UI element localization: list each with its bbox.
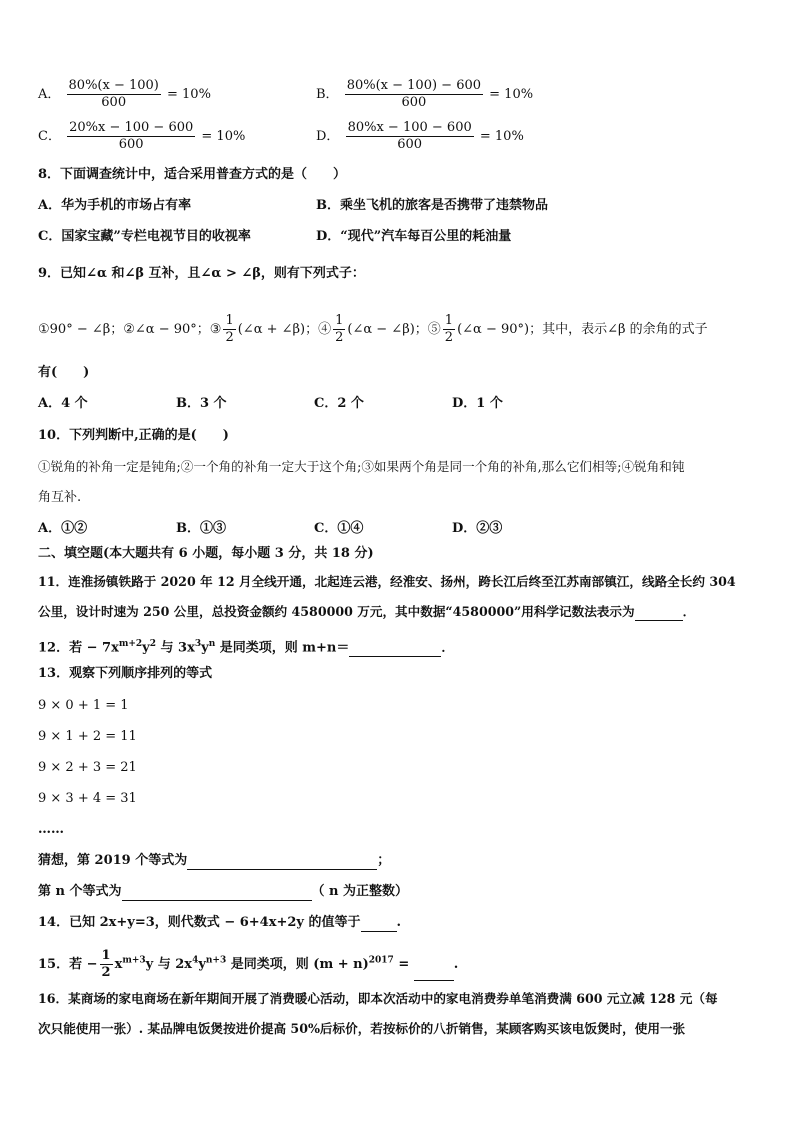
q15-text: = — [393, 957, 414, 972]
denominator: 600 — [101, 95, 127, 110]
exponent: 2017 — [368, 955, 394, 966]
q13-semicolon: ； — [377, 853, 391, 868]
q8-option-c[interactable]: C．国家宝藏”专栏电视节目的收视率 — [38, 229, 251, 244]
q10-option-d[interactable]: D．②③ — [452, 521, 503, 536]
q12-answer-blank[interactable] — [349, 642, 441, 657]
q12-text: 是同类项，则 m+n＝ — [215, 640, 350, 656]
q13-nth-text: 第 n 个等式为 — [38, 884, 122, 899]
q7-a-fraction — [67, 78, 161, 111]
q15-text: 15．若 − — [38, 957, 98, 972]
denominator: 2 — [225, 330, 234, 345]
exponent: 2 — [149, 639, 156, 649]
q8-option-d[interactable]: D．“现代”汽车每百公里的耗油量 — [316, 229, 512, 244]
q11-end: ． — [682, 604, 696, 619]
q10-line-1: ①锐角的补角一定是钝角;②一个角的补角一定大于这个角;③如果两个角是同一个角的补角,那么它们相等;④锐角和钝 — [38, 459, 685, 474]
q7-c-fraction — [67, 120, 195, 153]
numerator: 1 — [335, 313, 344, 328]
q13-equation-4: 9 × 3 + 4 = 31 — [38, 791, 137, 806]
q13-ellipsis: …… — [38, 822, 64, 837]
exponent: m+2 — [118, 639, 143, 649]
exponent: m+3 — [122, 955, 146, 966]
equation-rhs: = 10% — [489, 87, 534, 102]
option-label: B． — [316, 87, 339, 102]
half-fraction — [443, 313, 455, 346]
q9-option-d[interactable]: D．1 个 — [452, 396, 503, 411]
q11-answer-blank[interactable] — [635, 606, 683, 621]
q11-text: 公里，设计时速为 250 公里，总投资金额约 4580000 万元，其中数据“4580000”用科学记数法表示为 — [38, 604, 635, 619]
q13-nth-blank[interactable] — [122, 886, 312, 901]
q14-text: 14．已知 2x+y=3，则代数式 − 6+4x+2y 的值等于 — [38, 915, 361, 930]
denominator: 2 — [335, 330, 344, 345]
q12-text: y — [142, 640, 150, 656]
q13-nth-line — [38, 883, 408, 901]
q11-line-1: 11．连淮扬镇铁路于 2020 年 12 月全线开通，北起连云港，经淮安、扬州，跨长江后终至江苏南部镇江，线路全长约 304 — [38, 574, 736, 589]
q10-line-2: 角互补. — [38, 490, 82, 505]
numerator: 1 — [444, 313, 454, 328]
q15-text: y — [198, 957, 206, 972]
q7-option-b[interactable] — [316, 78, 533, 111]
equation-rhs: = 10% — [167, 87, 211, 102]
numerator: 80%(x − 100) — [68, 78, 159, 93]
numerator: 1 — [225, 313, 234, 328]
q15-line — [38, 948, 458, 981]
q9-option-c[interactable]: C．2 个 — [314, 396, 364, 411]
exponent: 4 — [192, 955, 199, 966]
q16-line-1: 16．某商场的家电商场在新年期间开展了消费暖心活动，即本次活动中的家电消费券单笔消费满 600 元立减 128 元（每 — [38, 991, 718, 1006]
exponent: n — [208, 639, 216, 649]
equation-rhs: = 10% — [479, 129, 524, 144]
q7-d-fraction — [346, 120, 474, 153]
numerator: 20%x − 100 − 600 — [69, 120, 194, 135]
q14-end: . — [396, 915, 402, 930]
q13-guess-blank[interactable] — [187, 855, 377, 870]
q16-line-2: 次只能使用一张）. 某品牌电饭煲按进价提高 50%后标价，若按标价的八折销售，某顾客购买该电饭煲时，使用一张 — [38, 1021, 686, 1036]
q13-equation-1: 9 × 0 + 1 = 1 — [38, 698, 129, 713]
option-label: D． — [316, 129, 340, 144]
denominator: 2 — [101, 965, 111, 980]
q11-line-2 — [38, 603, 695, 621]
q12-end: ． — [441, 640, 455, 656]
q13-guess-text: 猜想，第 2019 个等式为 — [38, 853, 188, 868]
q15-text: x — [114, 957, 123, 972]
numerator: 80%(x − 100) − 600 — [346, 78, 482, 93]
q7-b-fraction — [345, 78, 483, 111]
exponent: n+3 — [205, 955, 227, 966]
q12-text: 与 3x — [156, 640, 195, 656]
q9-expr-1-2: ①90° − ∠β；②∠α − 90°；③ — [38, 322, 222, 337]
q15-text: y 与 2x — [145, 957, 193, 972]
denominator: 600 — [397, 137, 423, 152]
half-fraction — [223, 313, 235, 346]
q9-expr-4: (∠α − ∠β)；⑤ — [347, 322, 441, 337]
q15-fraction — [100, 948, 113, 981]
exponent: 3 — [194, 639, 202, 649]
q9-option-b[interactable]: B．3 个 — [176, 396, 227, 411]
option-label: A． — [38, 87, 61, 102]
denominator: 600 — [401, 95, 427, 110]
q15-text: 是同类项，则 (m + n) — [226, 957, 369, 972]
numerator: 1 — [101, 948, 111, 963]
denominator: 600 — [118, 137, 144, 152]
numerator: 80%x − 100 − 600 — [347, 120, 472, 135]
option-label: C． — [38, 129, 61, 144]
q10-option-a[interactable]: A．①② — [38, 521, 88, 536]
q7-option-a[interactable] — [38, 78, 211, 111]
q10-option-b[interactable]: B．①③ — [176, 521, 226, 536]
q8-stem: 8．下面调查统计中，适合采用普查方式的是（ ） — [38, 167, 347, 182]
q14-line — [38, 914, 401, 932]
q13-equation-2: 9 × 1 + 2 = 11 — [38, 729, 137, 744]
q8-option-a[interactable]: A．华为手机的市场占有率 — [38, 198, 192, 213]
q15-end: . — [453, 957, 459, 972]
q10-option-c[interactable]: C．①④ — [314, 521, 364, 536]
denominator: 2 — [444, 330, 454, 345]
q9-expr-3: (∠α + ∠β)；④ — [237, 322, 332, 337]
q8-option-b[interactable]: B．乘坐飞机的旅客是否携带了违禁物品 — [316, 198, 548, 213]
q7-option-c[interactable] — [38, 120, 245, 153]
q9-option-a[interactable]: A．4 个 — [38, 396, 88, 411]
q13-note: （ n 为正整数） — [311, 884, 409, 899]
q9-stem: 9．已知∠α 和∠β 互补，且∠α > ∠β，则有下列式子： — [38, 266, 365, 281]
q10-stem: 10．下列判断中,正确的是( ) — [38, 428, 229, 443]
equation-rhs: = 10% — [201, 129, 246, 144]
q9-expr-5: (∠α − 90°)；其中，表示∠β 的余角的式子 — [457, 322, 708, 337]
q13-equation-3: 9 × 2 + 3 = 21 — [38, 760, 137, 775]
q13-stem: 13．观察下列顺序排列的等式 — [38, 666, 213, 681]
q9-tail: 有( ) — [38, 365, 90, 380]
q13-guess-line — [38, 852, 390, 870]
q14-answer-blank[interactable] — [361, 917, 397, 932]
half-fraction — [333, 313, 345, 346]
q12-line — [38, 635, 454, 657]
q12-text: 12．若 − 7x — [38, 640, 119, 656]
q12-text: y — [201, 640, 209, 656]
q15-answer-blank[interactable] — [414, 966, 454, 981]
section-heading-fill-in: 二、填空题(本大题共有 6 小题，每小题 3 分，共 18 分) — [38, 546, 374, 561]
q9-expressions — [38, 313, 708, 346]
q7-option-d[interactable] — [316, 120, 524, 153]
